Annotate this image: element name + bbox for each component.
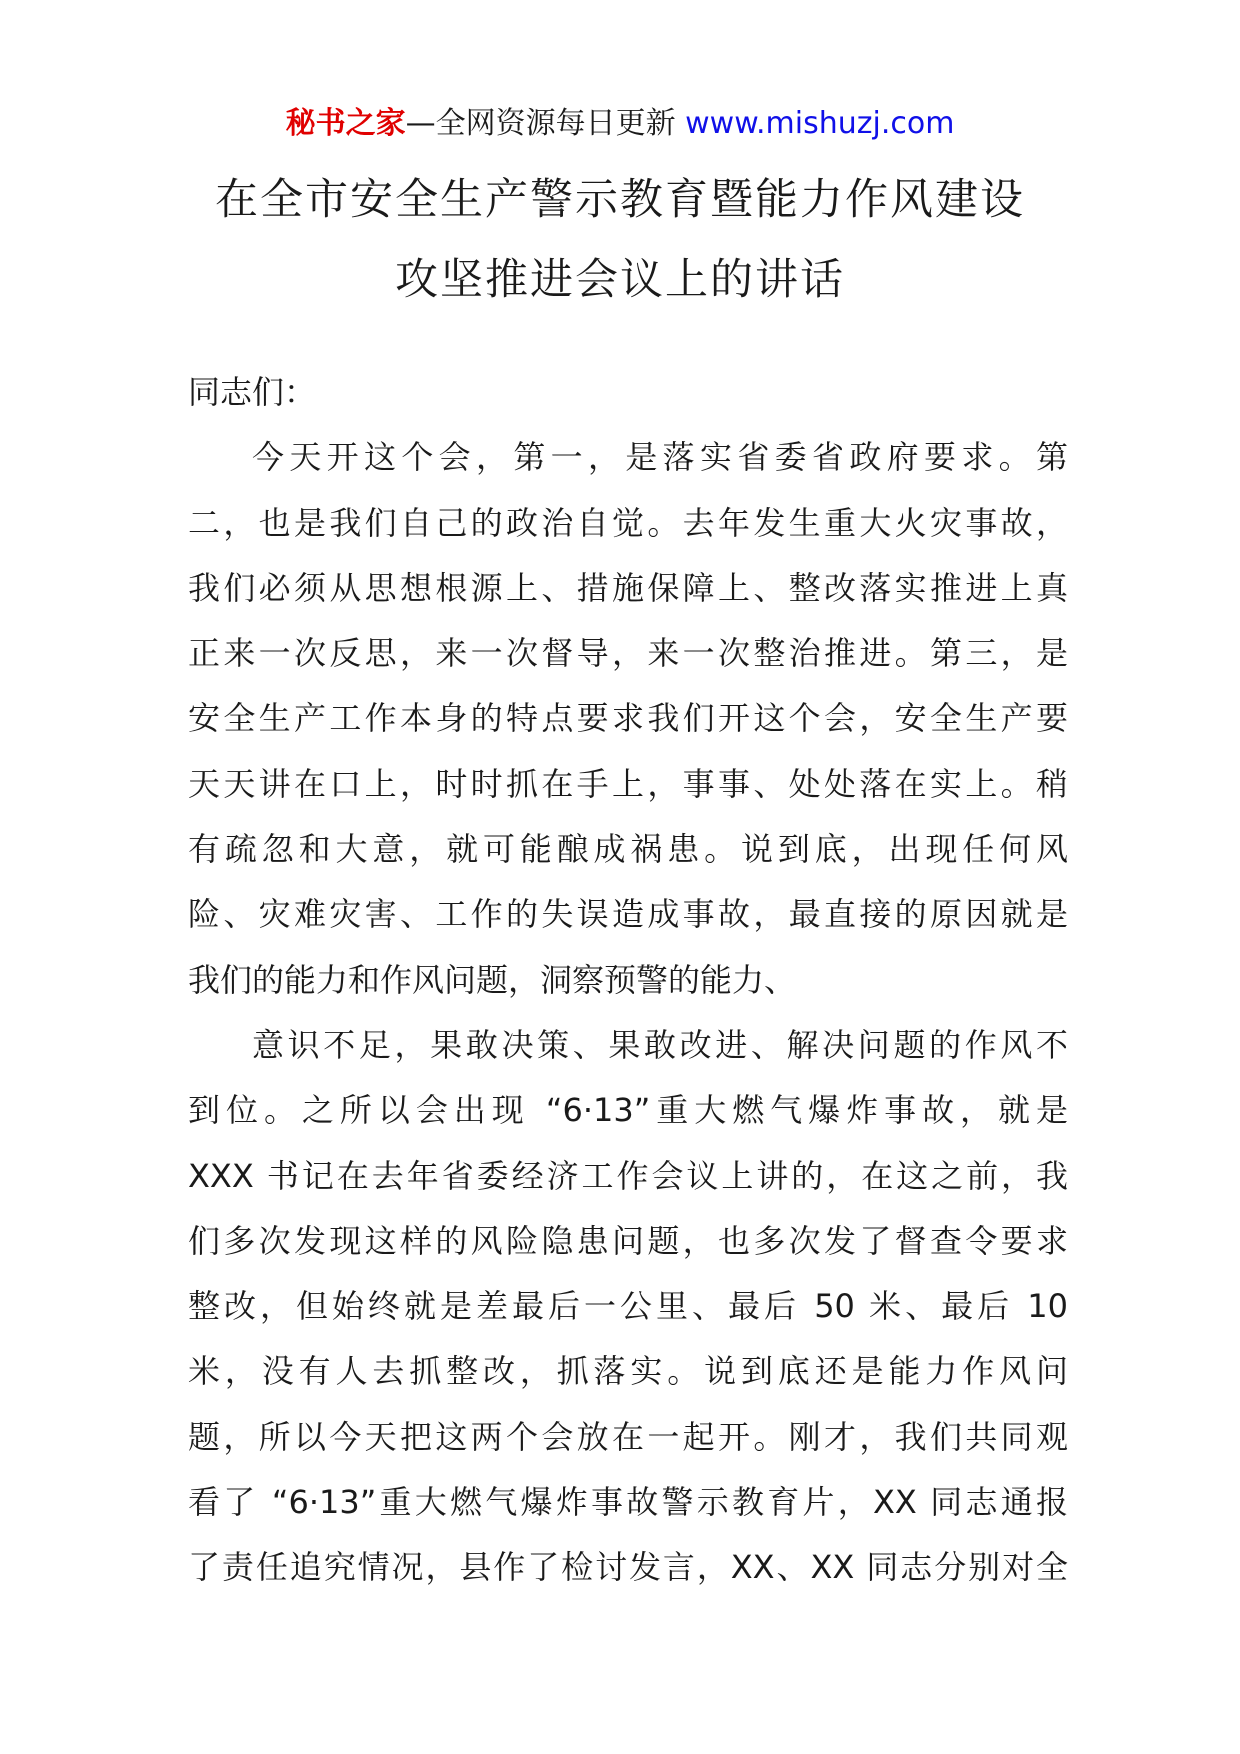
site-url-link[interactable]: www.mishuzj.com [685, 106, 955, 141]
header-tagline: —全网资源每日更新 [405, 106, 686, 141]
salutation: 同志们： [188, 373, 317, 411]
text-line: 了责任追究情况，县作了检讨发言，XX、XX 同志分别对全 [188, 1548, 1068, 1587]
text-line: 意识不足，果敢决策、果敢改进、解决问题的作风不 [252, 1025, 1068, 1064]
document-title [0, 160, 1240, 320]
title-line-2: 攻坚推进会议上的讲话 [395, 255, 845, 305]
text-line: 整改，但始终就是差最后一公里、最后 50 米、最后 10 [188, 1287, 1068, 1326]
brand-name: 秘书之家 [285, 106, 406, 141]
text-line: 我们必须从思想根源上、措施保障上、整改落实推进上真 [188, 568, 1068, 607]
text-line: XXX 书记在去年省委经济工作会议上讲的，在这之前，我 [188, 1156, 1068, 1195]
paragraph-1 [188, 425, 1068, 1013]
text-line: 险、灾难灾害、工作的失误造成事故，最直接的原因就是 [188, 895, 1068, 934]
site-header [0, 100, 1240, 148]
text-line: 们多次发现这样的风险隐患问题，也多次发了督查令要求 [188, 1221, 1068, 1260]
title-line-1: 在全市安全生产警示教育暨能力作风建设 [215, 175, 1025, 225]
text-line: 到位。之所以会出现 “6·13”重大燃气爆炸事故，就是 [188, 1091, 1068, 1130]
text-line: 看了 “6·13”重大燃气爆炸事故警示教育片，XX 同志通报 [188, 1483, 1068, 1522]
paragraph-2 [188, 1013, 1068, 1601]
text-line: 安全生产工作本身的特点要求我们开这个会，安全生产要 [188, 699, 1068, 738]
text-line: 今天开这个会，第一，是落实省委省政府要求。第 [252, 438, 1068, 477]
text-line: 天天讲在口上，时时抓在手上，事事、处处落在实上。稍 [188, 764, 1068, 803]
text-line: 二，也是我们自己的政治自觉。去年发生重大火灾事故， [188, 503, 1068, 542]
text-line: 题，所以今天把这两个会放在一起开。刚才，我们共同观 [188, 1417, 1068, 1456]
text-line: 有疏忽和大意，就可能酿成祸患。说到底，出现任何风 [188, 830, 1068, 869]
document-body [188, 360, 1068, 1601]
text-line: 正来一次反思，来一次督导，来一次整治推进。第三，是 [188, 634, 1068, 673]
text-line: 米，没有人去抓整改，抓落实。说到底还是能力作风问 [188, 1352, 1068, 1391]
text-line: 我们的能力和作风问题，洞察预警的能力、 [188, 960, 797, 999]
